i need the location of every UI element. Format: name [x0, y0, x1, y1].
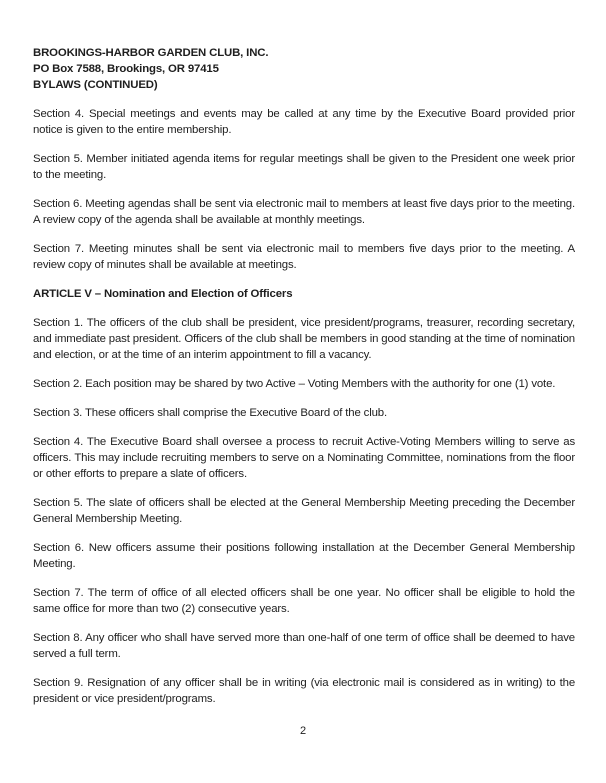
article-heading: ARTICLE V – Nomination and Election of Officers [33, 288, 293, 300]
section-paragraph: Section 6. Meeting agendas shall be sent via electronic mail to members at least five days prior to the meeting. A review copy of the agenda shall be available at monthly meetings. [33, 198, 575, 226]
article-section-paragraph: Section 2. Each position may be shared by two Active – Voting Members with the authority for one (1) vote. [33, 378, 556, 390]
document-title: BYLAWS (CONTINUED) [33, 79, 158, 91]
section-paragraph: Section 5. Member initiated agenda items for regular meetings shall be given to the President one week prior to the meeting. [33, 153, 575, 181]
org-address: PO Box 7588, Brookings, OR 97415 [33, 63, 219, 75]
section-paragraph: Section 7. Meeting minutes shall be sent via electronic mail to members five days prior to the meeting. A review copy of minutes shall be available at meetings. [33, 243, 575, 271]
section-paragraph: Section 4. Special meetings and events may be called at any time by the Executive Board provided prior notice is given to the entire membership. [33, 108, 575, 136]
article-section-paragraph: Section 8. Any officer who shall have served more than one-half of one term of office shall be deemed to have served a full term. [33, 632, 575, 660]
article-section-paragraph: Section 5. The slate of officers shall be elected at the General Membership Meeting preceding the December General Membership Meeting. [33, 497, 575, 525]
article-section-paragraph: Section 1. The officers of the club shall be president, vice president/programs, treasurer, recording secretary, and immediate past president. Officers of the club shall be members in good standing at the time of nomination and election, or at the time of an interim appointment to fill a vacancy. [33, 317, 575, 361]
page-number: 2 [299, 725, 307, 737]
document-page [33, 45, 575, 720]
article-section-paragraph: Section 9. Resignation of any officer shall be in writing (via electronic mail is considered as in writing) to the president or vice president/programs. [33, 677, 575, 705]
article-section-paragraph: Section 4. The Executive Board shall oversee a process to recruit Active-Voting Members willing to serve as officers. This may include recruiting members to serve on a Nominating Committee, nominations from the floor or other efforts to prepare a slate of officers. [33, 436, 575, 480]
article-section-paragraph: Section 7. The term of office of all elected officers shall be one year. No officer shall be eligible to hold the same office for more than two (2) consecutive years. [33, 587, 575, 615]
document-header [33, 45, 575, 93]
article-section-paragraph: Section 6. New officers assume their positions following installation at the December General Membership Meeting. [33, 542, 575, 570]
article-section-paragraph: Section 3. These officers shall comprise the Executive Board of the club. [33, 407, 387, 419]
org-name: BROOKINGS-HARBOR GARDEN CLUB, INC. [33, 47, 269, 59]
